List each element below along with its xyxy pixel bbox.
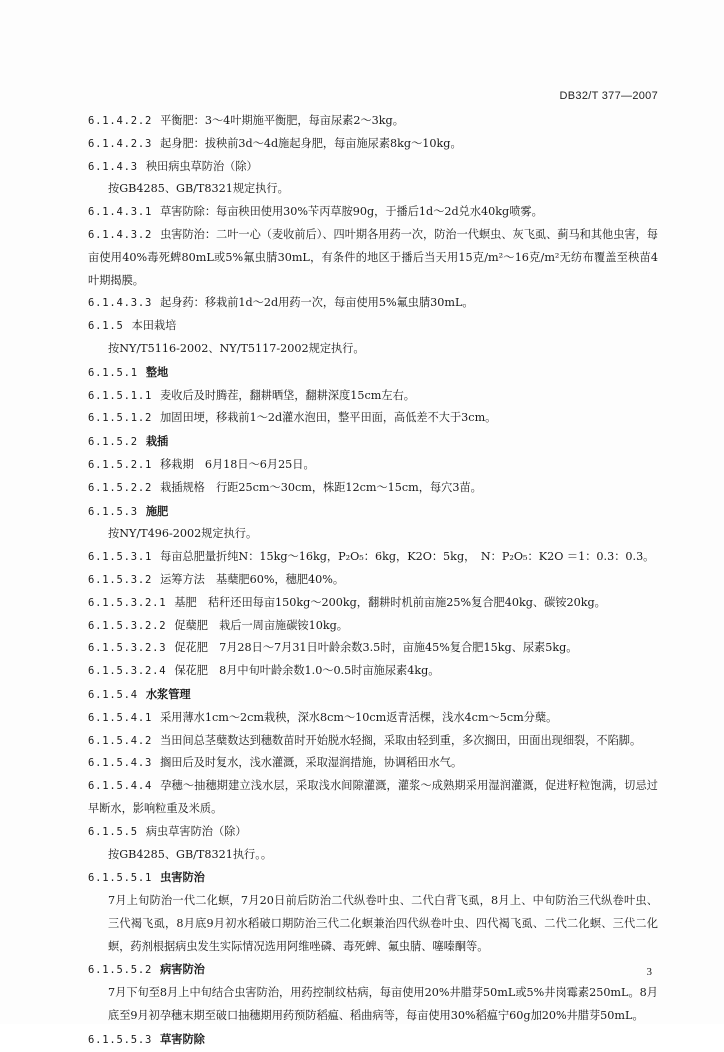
clause-number: 6.1.5.4.3 — [88, 757, 153, 770]
document-line — [88, 637, 658, 660]
document-line — [88, 110, 658, 133]
clause-number: 6.1.4.3 — [88, 160, 138, 173]
clause-text: 运筹方法 基蘖肥60%，穗肥40%。 — [160, 572, 345, 586]
document-line — [88, 660, 658, 683]
clause-text: 按NY/T496-2002规定执行。 — [108, 527, 258, 541]
document-line — [88, 292, 658, 315]
clause-number: 6.1.5.3.2.2 — [88, 619, 167, 632]
clause-number: 6.1.5 — [88, 320, 124, 333]
clause-text: 平衡肥：3～4叶期施平衡肥，每亩尿素2～3kg。 — [160, 114, 404, 127]
document-line — [88, 569, 658, 592]
document-line — [88, 752, 658, 775]
clause-text: 按GB4285、GB/T8321规定执行。 — [108, 182, 289, 196]
document-line — [88, 224, 658, 292]
clause-number: 6.1.5.1.2 — [88, 412, 153, 425]
clause-number: 6.1.5.3.2.4 — [88, 665, 167, 678]
document-line — [88, 821, 658, 844]
clause-number: 6.1.5.4.1 — [88, 711, 153, 724]
clause-text: 栽插 — [145, 434, 169, 449]
clause-number: 6.1.5.3.2.1 — [88, 596, 167, 609]
document-line — [88, 430, 658, 454]
clause-text: 病虫草害防治（除） — [145, 824, 247, 838]
clause-number: 6.1.5.5.3 — [88, 1033, 153, 1046]
clause-text: 水浆管理 — [145, 686, 191, 701]
document-line — [88, 866, 658, 890]
document-line — [88, 477, 658, 500]
clause-text: 起身肥：拔秧前3d～4d施起身肥，每亩施尿素8kg～10kg。 — [160, 136, 462, 150]
document-line — [88, 890, 658, 958]
clause-text: 促花肥 7月28日～7月31日叶龄余数3.5时，亩施45%复合肥15kg、尿素5kg。 — [174, 641, 578, 655]
document-line — [88, 201, 658, 224]
document-line — [88, 133, 658, 156]
clause-text: 7月下旬至8月上中旬结合虫害防治，用药控制纹枯病，每亩使用20%井腊芽50mL或5%井岗霉素250mL。8月底至9月初孕穗末期至破口抽穗期用药预防稻瘟、稻曲病等，每亩使用30%稻瘟宁60g加20%井腊芽50mL。 — [108, 986, 658, 1023]
clause-number: 6.1.5.3.2.3 — [88, 642, 167, 655]
clause-text: 草害防除：每亩秧田使用30%苄丙草胺90g，于播后1d～2d兑水40kg喷雾。 — [160, 205, 543, 219]
clause-text: 孕穗～抽穗期建立浅水层，采取浅水间隙灌溉，灌浆～成熟期采用湿润灌溉，促进籽粒饱满，切忌过早断水，影响粒重及米质。 — [88, 779, 658, 815]
document-line — [88, 546, 658, 569]
document-line — [88, 615, 658, 638]
clause-number: 6.1.4.3.1 — [88, 206, 153, 219]
clause-text: 基肥 秸秆还田每亩150kg～200kg，翻耕时机前亩施25%复合肥40kg、碳铵20kg。 — [174, 595, 606, 609]
clause-number: 6.1.5.4 — [88, 688, 138, 701]
document-line — [88, 1028, 658, 1052]
clause-number: 6.1.5.5.2 — [88, 964, 153, 977]
clause-number: 6.1.4.3.3 — [88, 297, 153, 310]
clause-text: 施肥 — [145, 503, 169, 518]
document-line — [88, 592, 658, 615]
document-line — [88, 315, 658, 338]
clause-text: 采用薄水1cm～2cm栽秧，深水8cm～10cm返青活棵，浅水4cm～5cm分蘖。 — [160, 710, 558, 724]
clause-text: 虫害防治：二叶一心（麦收前后）、四叶期各用药一次，防治一代螟虫、灰飞虱、蓟马和其他虫害，每亩使用40%毒死蜱80mL或5%氟虫腈30mL，有条件的地区于播后当天用15克/m²～16克/m²无纺布覆盖至秧苗4叶期揭膜。 — [88, 227, 658, 287]
clause-text: 搁田后及时复水，浅水灌溉，采取湿润措施，协调稻田水气。 — [160, 756, 463, 770]
clause-text: 按NY/T5116-2002、NY/T5117-2002规定执行。 — [108, 341, 365, 355]
clause-number: 6.1.4.2.2 — [88, 115, 153, 127]
clause-number: 6.1.5.1.1 — [88, 389, 153, 402]
clause-number: 6.1.5.5.1 — [88, 872, 153, 885]
clause-number: 6.1.5.3 — [88, 505, 138, 518]
clause-number: 6.1.5.4.2 — [88, 734, 153, 747]
clause-number: 6.1.5.3.2 — [88, 573, 153, 586]
document-body — [88, 110, 658, 1052]
clause-text: 加固田埂，移栽前1～2d灌水泡田，整平田面，高低差不大于3cm。 — [160, 411, 497, 425]
clause-text: 麦收后及时腾茬，翻耕晒垡，翻耕深度15cm左右。 — [160, 388, 415, 402]
clause-number: 6.1.5.2 — [88, 436, 138, 449]
document-line — [88, 958, 658, 982]
clause-text: 移栽期 6月18日～6月25日。 — [160, 457, 315, 471]
document-line — [88, 775, 658, 821]
clause-text: 起身药：移栽前1d～2d用药一次，每亩使用5%氟虫腈30mL。 — [160, 296, 474, 310]
document-line — [88, 454, 658, 477]
document-line — [88, 385, 658, 408]
clause-text: 保花肥 8月中旬叶龄余数1.0～0.5时亩施尿素4kg。 — [174, 664, 440, 678]
clause-number: 6.1.5.4.4 — [88, 780, 153, 793]
document-line — [88, 707, 658, 730]
clause-number: 6.1.5.5 — [88, 825, 138, 838]
standard-code: DB32/T 377—2007 — [559, 90, 658, 102]
clause-text: 促蘖肥 栽后一周亩施碳铵10kg。 — [174, 618, 348, 632]
clause-text: 虫害防治 — [160, 870, 205, 885]
clause-text: 当田间总茎蘖数达到穗数苗时开始脱水轻搁，采取由轻到重，多次搁田，田面出现细裂，不陷脚。 — [160, 733, 642, 747]
clause-text: 病害防治 — [160, 962, 205, 977]
clause-number: 6.1.5.2.1 — [88, 458, 153, 471]
document-line — [88, 361, 658, 385]
clause-number: 6.1.5.2.2 — [88, 481, 153, 494]
document-line — [88, 338, 658, 361]
clause-text: 整地 — [145, 364, 169, 379]
document-line — [88, 407, 658, 430]
clause-number: 6.1.5.3.1 — [88, 551, 153, 564]
clause-text: 本田栽培 — [131, 319, 177, 333]
document-line — [88, 683, 658, 707]
document-line — [88, 178, 658, 201]
clause-text: 按GB4285、GB/T8321执行。。 — [108, 847, 273, 861]
clause-number: 6.1.5.1 — [88, 366, 138, 379]
document-line — [88, 730, 658, 753]
document-line — [88, 982, 658, 1028]
document-line — [88, 156, 658, 179]
document-line — [88, 844, 658, 867]
clause-text: 每亩总肥量折纯N：15kg～16kg，P₂O₅：6kg，K2O：5kg， N：P₂O₅：K2O ＝1：0.3：0.3。 — [160, 550, 655, 564]
clause-number: 6.1.4.3.2 — [88, 228, 153, 241]
clause-number: 6.1.4.2.3 — [88, 137, 153, 150]
document-line — [88, 500, 658, 524]
clause-text: 草害防除 — [160, 1031, 205, 1046]
clause-text: 秧田病虫草防治（除） — [145, 159, 258, 173]
page-number: 3 — [646, 966, 652, 978]
clause-text: 栽插规格 行距25cm～30cm，株距12cm～15cm，每穴3苗。 — [160, 480, 482, 494]
clause-text: 7月上旬防治一代二化螟，7月20日前后防治二代纵卷叶虫、二代白背飞虱，8月上、中旬防治三代纵卷叶虫、三代褐飞虱，8月底9月初水稻破口期防治三代二化螟兼治四代纵卷叶虫、四代褐飞虱、二代二化螟、三代二化螟，药剂根据病虫发生实际情况选用阿维唑磷、毒死蜱、氟虫腈、噻嗪酮等。 — [108, 894, 658, 953]
document-line — [88, 523, 658, 546]
